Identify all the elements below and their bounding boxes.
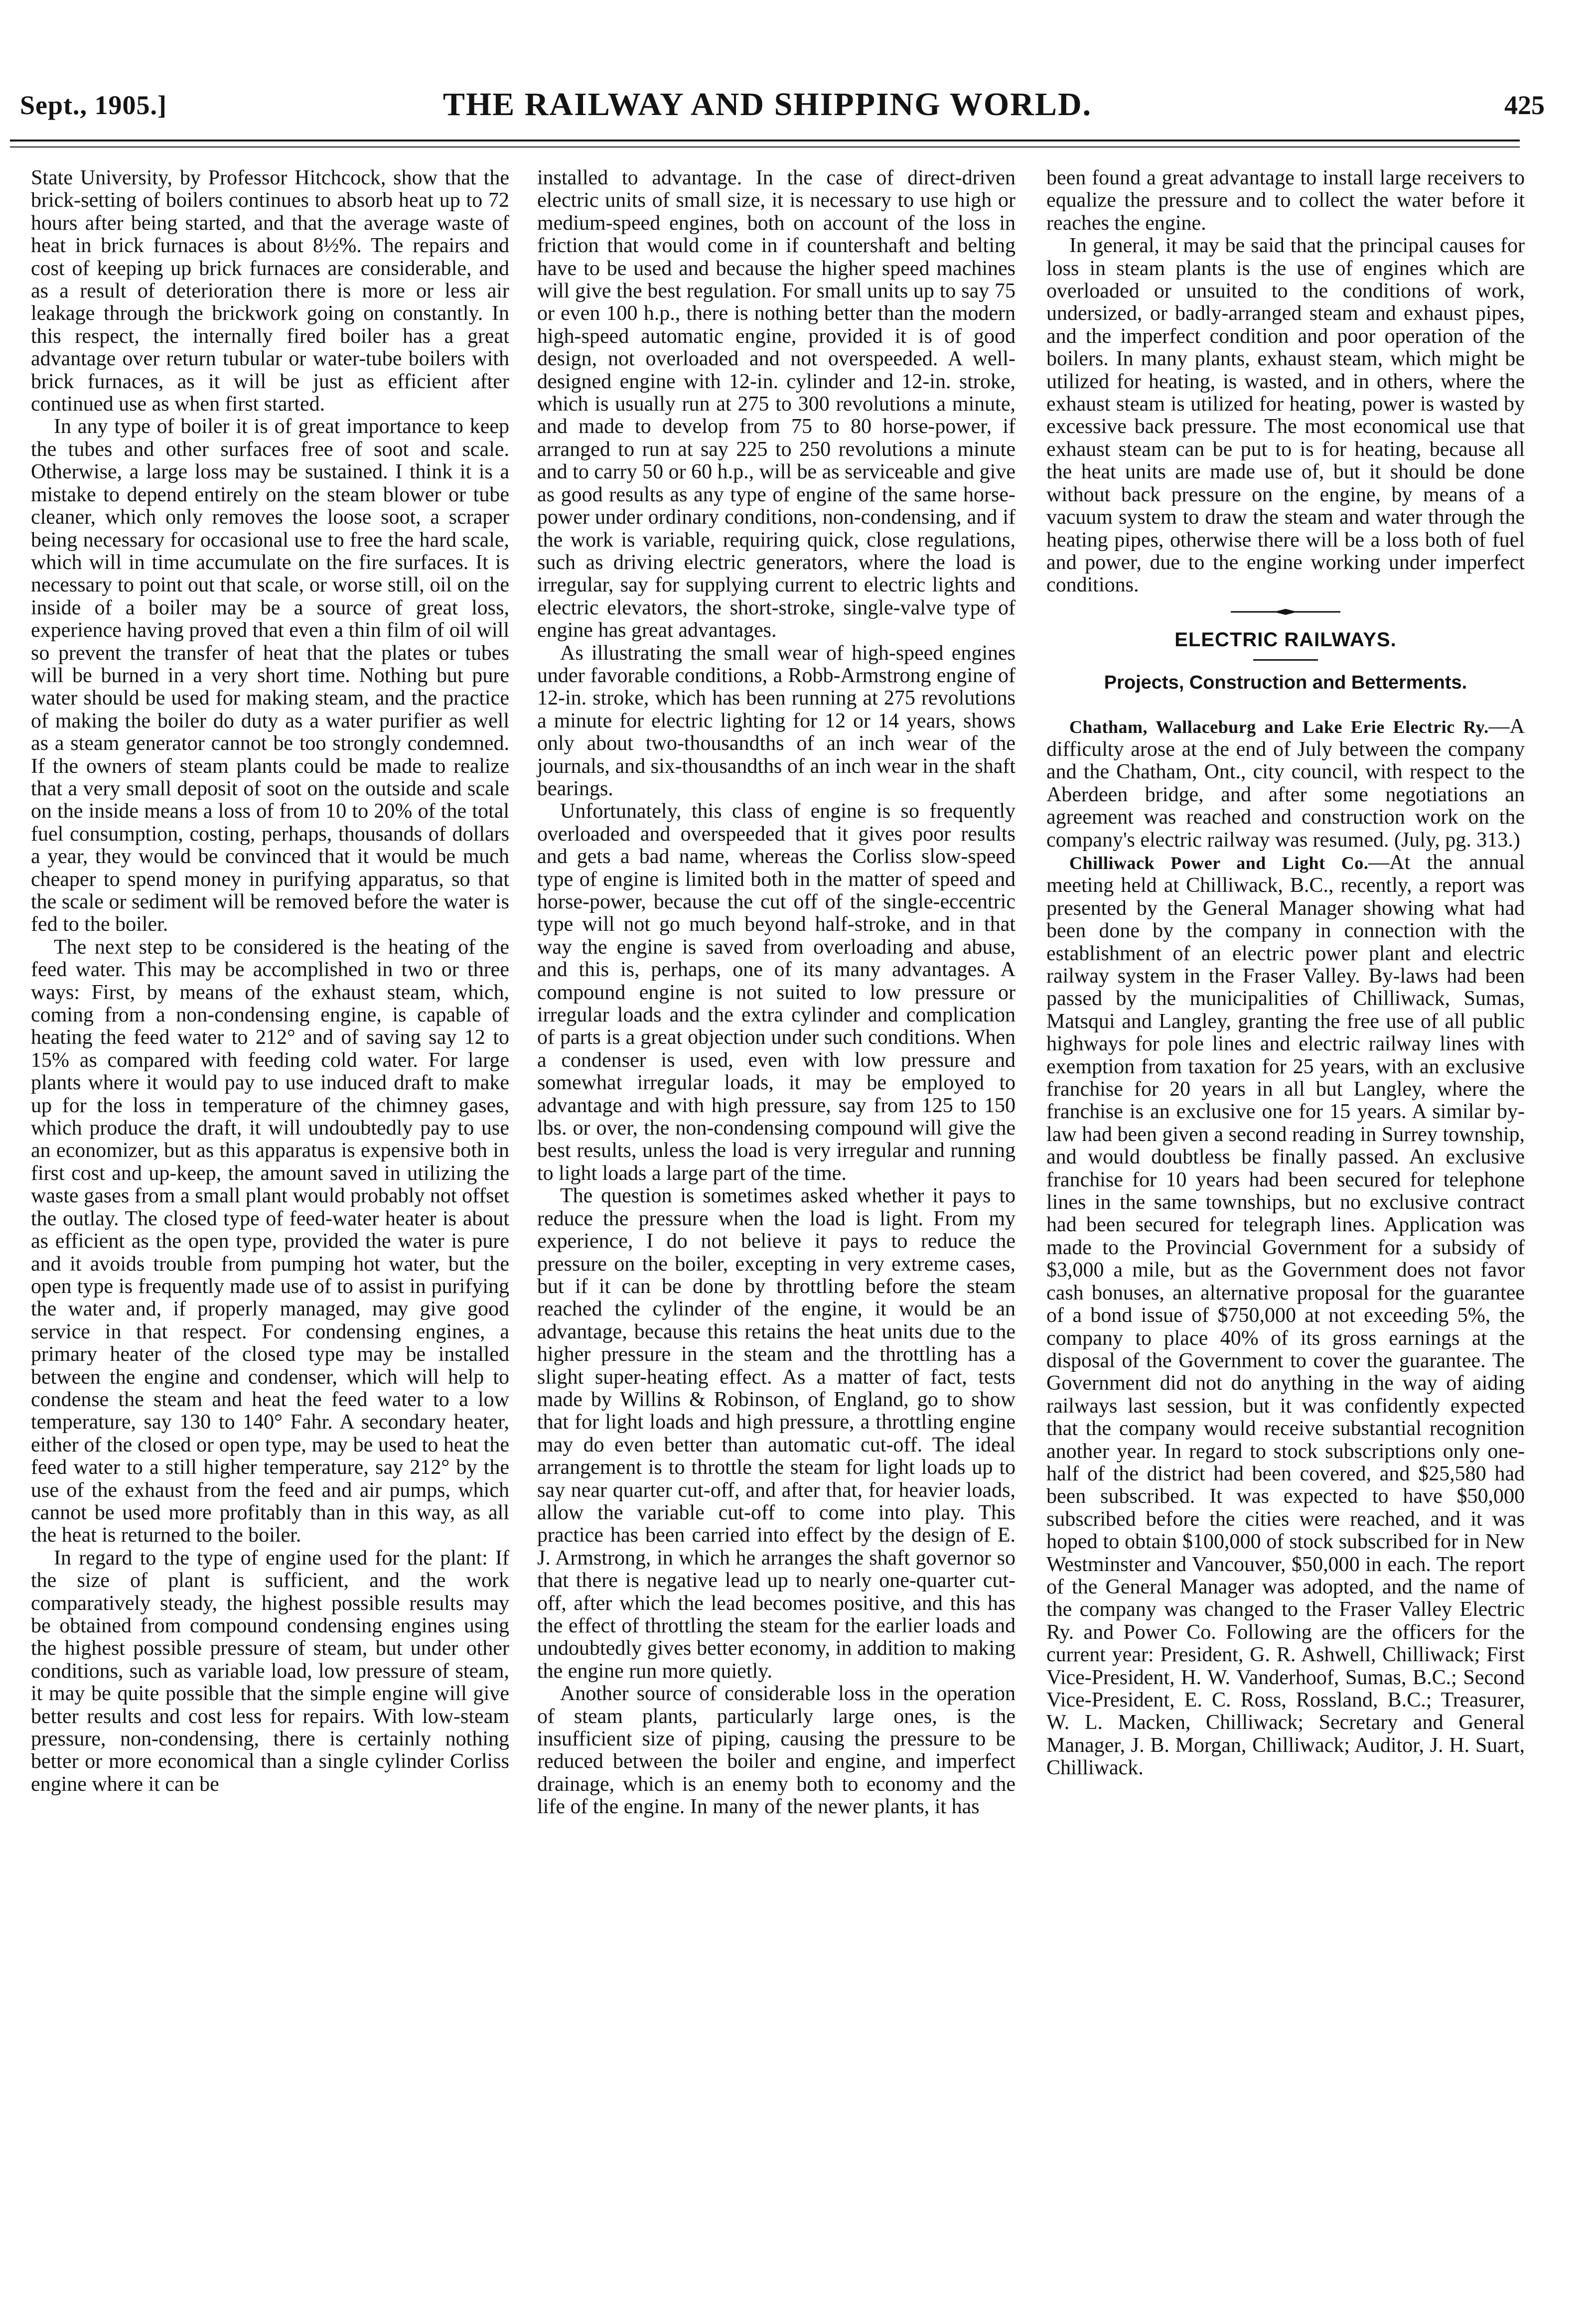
column-3 bbox=[1046, 167, 1525, 1780]
divider-ornament-icon bbox=[1226, 607, 1345, 617]
column-2-paragraph: Unfortunately, this class of engine is so frequently overloaded and overspeeded that it gives poor results and gets a bad name, whereas the Corliss slow-speed type of engine is limited both in the matter of speed and horse-power, because the cut off of the single-eccentric type will not go much beyond half-stroke, and in that way the engine is saved from overloading and abuse, and this is, perhaps, one of its many advantages. A compound engine is not suited to low pressure or irregular loads and the extra cylinder and complication of parts is a great objection under such conditions. When a condenser is used, even with low pressure and somewhat irregular loads, it may be employed to advantage and with high pressure, say from 125 to 150 lbs. or over, the non-condensing compound will give the best results, unless the load is very irregular and running to light loads a large part of the time. bbox=[537, 800, 1016, 1185]
column-2 bbox=[537, 167, 1016, 1819]
column-1-paragraph: In regard to the type of engine used for the plant: If the size of plant is sufficient, and the work comparatively steady, the highest possible results may be obtained from compound condensing engines using the highest possible pressure of steam, but under other conditions, such as variable load, low pressure of steam, it may be quite possible that the simple engine will give better results and cost less for repairs. With low-steam pressure, non-condensing, there is certainly nothing better or more economical than a single cylinder Corliss engine where it can be bbox=[31, 1546, 509, 1796]
news-item-text: —A difficulty arose at the end of July between the company and the Chatham, Ont., city council, with respect to the Aberdeen bridge, and after some negotiations an agreement was reached and construction work on the company's electric railway was resumed. (July, pg. 313.) bbox=[1046, 715, 1525, 852]
column-1 bbox=[31, 167, 509, 1796]
news-item-heading: Chatham, Wallaceburg and Lake Erie Electric Ry. bbox=[1069, 717, 1489, 737]
column-3-paragraph: In general, it may be said that the principal causes for loss in steam plants is the use of engines which are overloaded or unsuited to the conditions of work, undersized, or badly-arranged steam and exhaust pipes, and the imperfect condition and poor operation of the boilers. In many plants, exhaust steam, which might be utilized for heating, is wasted, and in others, where the exhaust steam is utilized for heating, power is wasted by excessive back pressure. The most economical use that exhaust steam can be put to is for heating, because all the heat units are made use of, but it should be done without back pressure on the engine, by means of a vacuum system to draw the steam and water through the heating pipes, otherwise there will be a loss both of fuel and power, due to the engine working under imperfect conditions. bbox=[1046, 234, 1525, 597]
page-header bbox=[20, 86, 1545, 135]
column-2-paragraph: The question is sometimes asked whether it pays to reduce the pressure when the load is light. From my experience, I do not believe it pays to reduce the pressure on the boiler, excepting in very extreme cases, but if it can be done by throttling before the steam reached the cylinder of the engine, it would be an advantage, because this retains the heat units due to the higher pressure in the steam and the throttling has a slight super-heating effect. As a matter of fact, tests made by Willins & Robinson, of England, go to show that for light loads and high pressure, a throttling engine may do even better than automatic cut-off. The ideal arrangement is to throttle the steam for light loads up to say near quarter cut-off, and after that, for heavier loads, allow the variable cut-off to come into play. This practice has been carried into effect by the design of E. J. Armstrong, in which he arranges the shaft governor so that there is negative lead up to nearly one-quarter cut-off, after which the lead becomes positive, and this has the effect of throttling the steam for the earlier loads and undoubtedly gives better economy, in addition to making the engine run more quietly. bbox=[537, 1184, 1016, 1683]
news-item bbox=[1046, 852, 1525, 1780]
news-item-text: —At the annual meeting held at Chilliwack, B.C., recently, a report was presented by the General Manager showing what had been done by the company in connection with the establishment of an electric power plant and electric railway system in the Fraser Valley. By-laws had been passed by the municipalities of Chilliwack, Sumas, Matsqui and Langley, granting the free use of all public highways for pole lines and electric railway lines with exemption from taxation for 25 years, with an exclusive franchise for 20 years in all but Langley, where the franchise is an exclusive one for 15 years. A similar by-law had been given a second reading in Surrey township, and would doubtless be finally passed. An exclusive franchise for 10 years had been secured for telephone lines in the same townships, but no exclusive contract had been secured for telegraph lines. Application was made to the Provincial Government for a subsidy of $3,000 a mile, but as the Government does not favor cash bonuses, an alternative proposal for the guarantee of a bond issue of $750,000 at not exceeding 5%, the company to place 40% of its gross earnings at the disposal of the Government to cover the guarantee. The Government did not do anything in the way of aiding railways last session, but it was confidently expected that the company would receive substantial recognition another year. In regard to stock subscriptions only one-half of the district had been covered, and $25,580 had been subscribed. It was expected to have $50,000 subscribed before the cities were reached, and it was hoped to obtain $100,000 of stock subscribed for in New Westminster and Vancouver, $50,000 in each. The report of the General Manager was adopted, and the name of the company was changed to the Fraser Valley Electric Ry. and Power Co. Following are the officers for the current year: President, G. R. Ashwell, Chilliwack; First Vice-President, H. W. Vanderhoof, Sumas, B.C.; Second Vice-President, E. C. Ross, Rossland, B.C.; Treasurer, W. L. Macken, Chilliwack; Secretary and General Manager, J. B. Morgan, Chilliwack; Auditor, J. H. Suart, Chilliwack. bbox=[1046, 851, 1525, 1780]
news-item bbox=[1046, 716, 1525, 852]
column-2-paragraph: installed to advantage. In the case of direct-driven electric units of small size, it is necessary to use high or medium-speed engines, both on account of the loss in friction that would come in if countershaft and belting have to be used and because the higher speed machines will give the best regulation. For small units up to say 75 or even 100 h.p., there is nothing better than the modern high-speed automatic engine, provided it is of good design, not overloaded and not overspeeded. A well-designed engine with 12-in. cylinder and 12-in. stroke, which is usually run at 275 to 300 revolutions a minute, and made to develop from 75 to 80 horse-power, if arranged to run at say 225 to 250 revolutions a minute and to carry 50 or 60 h.p., will be as serviceable and give as good results as any type of engine of the same horse-power under ordinary conditions, non-condensing, and if the work is variable, requiring quick, close regulations, such as driving electric generators, where the load is irregular, say for supplying current to electric lights and electric elevators, the short-stroke, single-valve type of engine has great advantages. bbox=[537, 166, 1016, 642]
column-1-paragraph: State University, by Professor Hitchcock, show that the brick-setting of boilers continues to absorb heat up to 72 hours after being started, and that the average waste of heat in brick furnaces is about 8½%. The repairs and cost of keeping up brick furnaces are considerable, and as a result of deterioration there is more or less air leakage through the brickwork going on constantly. In this respect, the internally fired boiler has a great advantage over return tubular or water-tube boilers with brick furnaces, as it will be just as efficient after continued use as when first started. bbox=[31, 166, 509, 416]
column-2-paragraph: As illustrating the small wear of high-speed engines under favorable conditions, a Robb-Armstrong engine of 12-in. stroke, which has been running at 275 revolutions a minute for electric lighting for 12 or 14 years, shows only about two-thousandths of an inch wear of the journals, and six-thousandths of an inch wear in the shaft bearings. bbox=[537, 641, 1016, 800]
section-rule bbox=[1253, 659, 1318, 661]
column-1-paragraph: The next step to be considered is the heating of the feed water. This may be accomplished in two or three ways: First, by means of the exhaust steam, which, coming from a non-condensing engine, is capable of heating the feed water to 212° and of saving say 12 to 15% as compared with feeding cold water. For large plants where it would pay to use induced draft to make up for the loss in temperature of the chimney gases, which produce the draft, it will undoubtedly pay to use an economizer, but as this apparatus is expensive both in first cost and up-keep, the amount saved in utilizing the waste gases from a small plant would probably not offset the outlay. The closed type of feed-water heater is about as efficient as the open type, provided the water is pure and it avoids trouble from pumping hot water, but the open type is frequently made use of to assist in purifying the water and, if properly managed, may give good service in that respect. For condensing engines, a primary heater of the closed type may be installed between the engine and condenser, which will help to condense the steam and heat the feed water to a low temperature, say 130 to 140° Fahr. A secondary heater, either of the closed or open type, may be used to heat the feed water to a still higher temperature, say 212° by the use of the exhaust from the feed and air pumps, which cannot be used more profitably than in this way, as all the heat is returned to the boiler. bbox=[31, 935, 509, 1547]
column-2-paragraph: Another source of considerable loss in the operation of steam plants, particularly large ones, is the insufficient size of piping, causing the pressure to be reduced between the boiler and engine, and imperfect drainage, which is an enemy both to economy and the life of the engine. In many of the newer plants, it has bbox=[537, 1682, 1016, 1819]
news-item-heading: Chilliwack Power and Light Co. bbox=[1069, 853, 1369, 873]
section-subtitle: Projects, Construction and Betterments. bbox=[1104, 672, 1467, 694]
publication-title: THE RAILWAY AND SHIPPING WORLD. bbox=[442, 86, 1092, 123]
section-title: ELECTRIC RAILWAYS. bbox=[1174, 628, 1397, 651]
ornamental-divider bbox=[1046, 597, 1525, 627]
column-3-paragraph: been found a great advantage to install large receivers to equalize the pressure and to collect the water before it reaches the engine. bbox=[1046, 166, 1525, 235]
page-number: 425 bbox=[1504, 90, 1545, 120]
header-date: Sept., 1905.] bbox=[20, 90, 167, 120]
header-rule bbox=[10, 140, 1520, 147]
column-1-paragraph: In any type of boiler it is of great importance to keep the tubes and other surfaces free of soot and scale. Otherwise, a large loss may be sustained. I think it is a mistake to depend entirely on the steam blower or tube cleaner, which only removes the loose soot, a scraper being necessary for occasional use to free the hard scale, which will in time accumulate on the fire surfaces. It is necessary to point out that scale, or worse still, oil on the inside of a boiler may be a source of great loss, experience having proved that even a thin film of oil will so prevent the transfer of heat that the plates or tubes will be burned in a very short time. Nothing but pure water should be used for making steam, and the practice of making the boiler do duty as a water purifier as well as a steam generator cannot be too strongly condemned. If the owners of steam plants could be made to realize that a very small deposit of soot on the outside and scale on the inside means a loss of from 10 to 20% of the total fuel consumption, costing, perhaps, thousands of dollars a year, they would be convinced that it would be much cheaper to spend money in purifying apparatus, so that the scale or sediment will be removed before the water is fed to the boiler. bbox=[31, 415, 509, 936]
